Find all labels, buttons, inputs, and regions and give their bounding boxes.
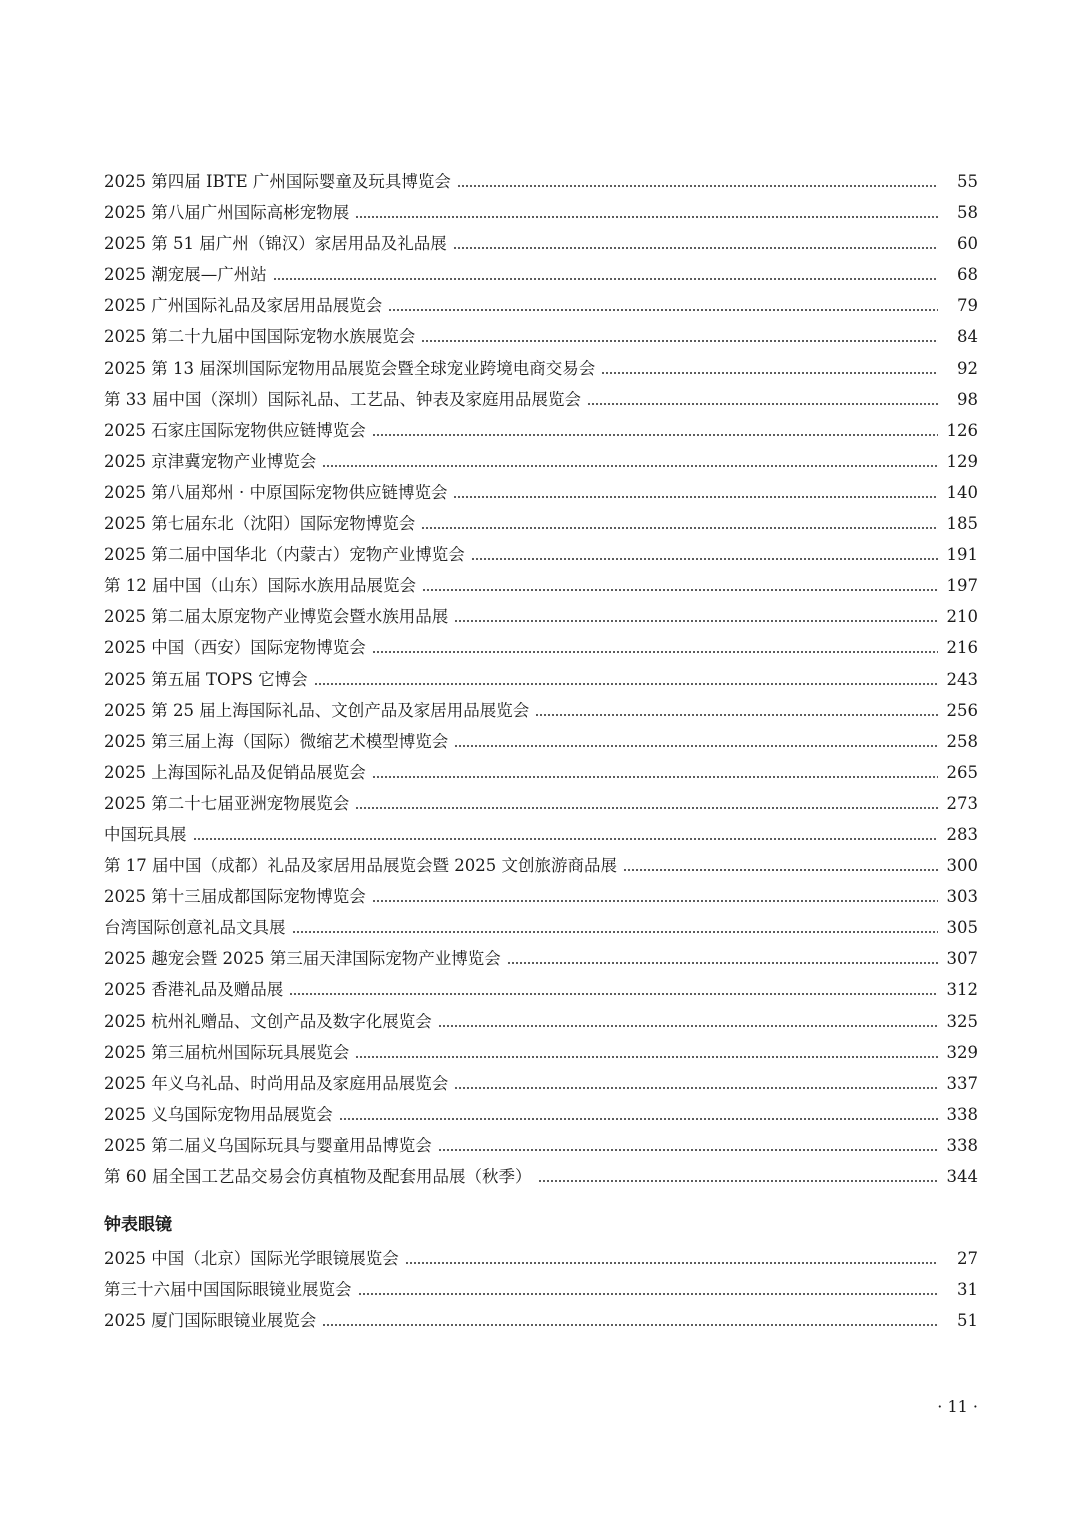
dot-leader xyxy=(471,558,938,560)
toc-entry xyxy=(104,384,978,415)
toc-entry-page: 265 xyxy=(946,762,978,782)
dot-leader xyxy=(457,185,938,187)
toc-entry-title: 2025 杭州礼赠品、文创产品及数字化展览会 xyxy=(104,1011,432,1031)
toc-entry-title: 2025 第八届广州国际高彬宠物展 xyxy=(104,203,350,223)
toc-entry-page: 140 xyxy=(946,482,978,502)
toc-entry xyxy=(104,788,978,819)
toc-entry-title: 2025 京津冀宠物产业博览会 xyxy=(104,451,317,471)
toc-entry-title: 第 17 届中国（成都）礼品及家居用品展览会暨 2025 文创旅游商品展 xyxy=(104,856,617,876)
toc-entry-title: 2025 第三届上海（国际）微缩艺术模型博览会 xyxy=(104,731,449,751)
dot-leader xyxy=(623,869,938,871)
toc-entry xyxy=(104,228,978,259)
toc-entry-page: 92 xyxy=(957,358,978,378)
toc-entry-page: 197 xyxy=(946,576,978,596)
toc-entry-title: 2025 第二十九届中国国际宠物水族展览会 xyxy=(104,327,416,347)
toc-entry xyxy=(104,1130,978,1161)
toc-entry xyxy=(104,353,978,384)
dot-leader xyxy=(454,1087,938,1089)
toc-entry xyxy=(104,415,978,446)
toc-entry-title: 第 33 届中国（深圳）国际礼品、工艺品、钟表及家庭用品展览会 xyxy=(104,389,581,409)
toc-entry-page: 325 xyxy=(946,1011,978,1031)
dot-leader xyxy=(372,434,938,436)
toc-entry-page: 307 xyxy=(946,949,978,969)
toc-entry xyxy=(104,1305,978,1336)
toc-entry-page: 344 xyxy=(946,1167,978,1186)
toc-entry-title: 2025 厦门国际眼镜业展览会 xyxy=(104,1311,317,1331)
toc-entry xyxy=(104,477,978,508)
toc-entry-page: 58 xyxy=(957,203,978,223)
toc-entry-title: 2025 第四届 IBTE 广州国际婴童及玩具博览会 xyxy=(104,172,451,191)
toc-entry xyxy=(104,664,978,695)
toc-entry xyxy=(104,632,978,663)
toc-entry-page: 312 xyxy=(946,980,978,1000)
toc-entry-page: 55 xyxy=(957,172,978,191)
toc-entry-page: 329 xyxy=(946,1042,978,1062)
toc-entry-page: 338 xyxy=(946,1104,978,1124)
toc-list-watches-glasses xyxy=(104,1243,978,1336)
toc-entry xyxy=(104,850,978,881)
dot-leader xyxy=(454,745,938,747)
toc-entry-title: 2025 第二届中国华北（内蒙古）宠物产业博览会 xyxy=(104,545,465,565)
dot-leader xyxy=(372,651,938,653)
dot-leader xyxy=(355,216,938,218)
toc-entry-title: 2025 第 25 届上海国际礼品、文创产品及家居用品展览会 xyxy=(104,700,530,720)
toc-entry xyxy=(104,757,978,788)
toc-entry-page: 216 xyxy=(946,638,978,658)
toc-entry-page: 27 xyxy=(957,1249,978,1268)
toc-entry-page: 129 xyxy=(946,451,978,471)
dot-leader xyxy=(454,620,938,622)
toc-entry xyxy=(104,539,978,570)
dot-leader xyxy=(292,931,939,933)
toc-entry xyxy=(104,726,978,757)
toc-list-gifts-pets xyxy=(104,166,978,1192)
toc-entry-title: 2025 第二届义乌国际玩具与婴童用品博览会 xyxy=(104,1135,432,1155)
dot-leader xyxy=(538,1180,939,1182)
toc-entry-page: 243 xyxy=(946,669,978,689)
toc-entry xyxy=(104,508,978,539)
toc-entry-title: 2025 第七届东北（沈阳）国际宠物博览会 xyxy=(104,514,416,534)
toc-entry-page: 337 xyxy=(946,1073,978,1093)
toc-entry-title: 2025 第二届太原宠物产业博览会暨水族用品展 xyxy=(104,607,449,627)
dot-leader xyxy=(405,1262,938,1264)
toc-entry xyxy=(104,912,978,943)
dot-leader xyxy=(438,1025,938,1027)
dot-leader xyxy=(372,776,938,778)
toc-entry xyxy=(104,570,978,601)
toc-entry-title: 2025 第 13 届深圳国际宠物用品展览会暨全球宠业跨境电商交易会 xyxy=(104,358,596,378)
toc-entry-title: 2025 上海国际礼品及促销品展览会 xyxy=(104,762,366,782)
dot-leader xyxy=(535,714,938,716)
toc-entry-page: 338 xyxy=(946,1135,978,1155)
dot-leader xyxy=(273,278,938,280)
dot-leader xyxy=(322,1324,938,1326)
toc-entry xyxy=(104,1068,978,1099)
dot-leader xyxy=(355,1056,938,1058)
toc-entry-title: 2025 第三届杭州国际玩具展览会 xyxy=(104,1042,350,1062)
toc-entry-page: 210 xyxy=(946,607,978,627)
toc-entry-page: 283 xyxy=(946,824,978,844)
toc-entry xyxy=(104,695,978,726)
dot-leader xyxy=(358,1293,939,1295)
toc-entry xyxy=(104,259,978,290)
dot-leader xyxy=(355,807,938,809)
toc-entry-title: 台湾国际创意礼品文具展 xyxy=(104,918,286,938)
dot-leader xyxy=(453,496,938,498)
toc-entry-page: 31 xyxy=(957,1280,978,1300)
dot-leader xyxy=(438,1149,938,1151)
toc-entry-page: 256 xyxy=(946,700,978,720)
toc-entry xyxy=(104,321,978,352)
dot-leader xyxy=(388,309,938,311)
toc-entry xyxy=(104,197,978,228)
toc-entry-title: 2025 第八届郑州 · 中原国际宠物供应链博览会 xyxy=(104,482,448,502)
toc-entry-title: 2025 第二十七届亚洲宠物展览会 xyxy=(104,793,350,813)
toc-entry-title: 2025 义乌国际宠物用品展览会 xyxy=(104,1104,333,1124)
dot-leader xyxy=(289,993,938,995)
toc-entry-page: 51 xyxy=(957,1311,978,1331)
toc-entry xyxy=(104,1161,978,1192)
toc-entry xyxy=(104,881,978,912)
dot-leader xyxy=(372,900,938,902)
toc-entry-title: 中国玩具展 xyxy=(104,824,187,844)
toc-entry-title: 第 60 届全国工艺品交易会仿真植物及配套用品展（秋季） xyxy=(104,1167,532,1186)
dot-leader xyxy=(507,962,938,964)
dot-leader xyxy=(587,403,938,405)
toc-entry-page: 305 xyxy=(946,918,978,938)
toc-entry-title: 2025 香港礼品及赠品展 xyxy=(104,980,284,1000)
toc-entry-title: 2025 广州国际礼品及家居用品展览会 xyxy=(104,296,383,316)
toc-entry-title: 2025 第十三届成都国际宠物博览会 xyxy=(104,887,366,907)
toc-entry xyxy=(104,601,978,632)
section-heading: 钟表眼镜 xyxy=(104,1215,172,1235)
toc-entry-page: 185 xyxy=(946,514,978,534)
toc-entry-page: 126 xyxy=(946,420,978,440)
toc-entry-page: 258 xyxy=(946,731,978,751)
toc-entry-title: 2025 第五届 TOPS 它博会 xyxy=(104,669,308,689)
toc-entry-page: 84 xyxy=(957,327,978,347)
toc-entry-title: 2025 石家庄国际宠物供应链博览会 xyxy=(104,420,366,440)
dot-leader xyxy=(193,838,939,840)
dot-leader xyxy=(322,465,938,467)
dot-leader xyxy=(601,372,938,374)
toc-entry xyxy=(104,290,978,321)
toc-entry-title: 第三十六届中国国际眼镜业展览会 xyxy=(104,1280,352,1300)
toc-entry xyxy=(104,1006,978,1037)
dot-leader xyxy=(314,683,938,685)
dot-leader xyxy=(339,1118,938,1120)
toc-entry xyxy=(104,446,978,477)
toc-entry xyxy=(104,1037,978,1068)
dot-leader xyxy=(421,527,938,529)
toc-entry xyxy=(104,1099,978,1130)
dot-leader xyxy=(422,589,938,591)
toc-entry-page: 60 xyxy=(957,234,978,254)
toc-entry-title: 2025 潮宠展—广州站 xyxy=(104,265,267,285)
toc-entry-page: 273 xyxy=(946,793,978,813)
toc-entry xyxy=(104,974,978,1005)
toc-entry-page: 79 xyxy=(957,296,978,316)
toc-entry-title: 2025 第 51 届广州（锦汉）家居用品及礼品展 xyxy=(104,234,447,254)
toc-entry-page: 191 xyxy=(946,545,978,565)
dot-leader xyxy=(421,340,938,342)
toc-entry xyxy=(104,819,978,850)
toc-entry-title: 第 12 届中国（山东）国际水族用品展览会 xyxy=(104,576,416,596)
toc-entry xyxy=(104,1274,978,1305)
dot-leader xyxy=(453,247,938,249)
toc-entry xyxy=(104,1243,978,1274)
toc-entry-title: 2025 中国（西安）国际宠物博览会 xyxy=(104,638,366,658)
toc-entry xyxy=(104,166,978,197)
toc-entry-title: 2025 趣宠会暨 2025 第三届天津国际宠物产业博览会 xyxy=(104,949,501,969)
toc-entry-title: 2025 年义乌礼品、时尚用品及家庭用品展览会 xyxy=(104,1073,449,1093)
toc-entry-page: 303 xyxy=(946,887,978,907)
toc-entry-page: 68 xyxy=(957,265,978,285)
toc-entry-page: 300 xyxy=(946,856,978,876)
toc-entry xyxy=(104,943,978,974)
toc-entry-title: 2025 中国（北京）国际光学眼镜展览会 xyxy=(104,1249,399,1268)
page-number: · 11 · xyxy=(937,1397,978,1416)
toc-entry-page: 98 xyxy=(957,389,978,409)
